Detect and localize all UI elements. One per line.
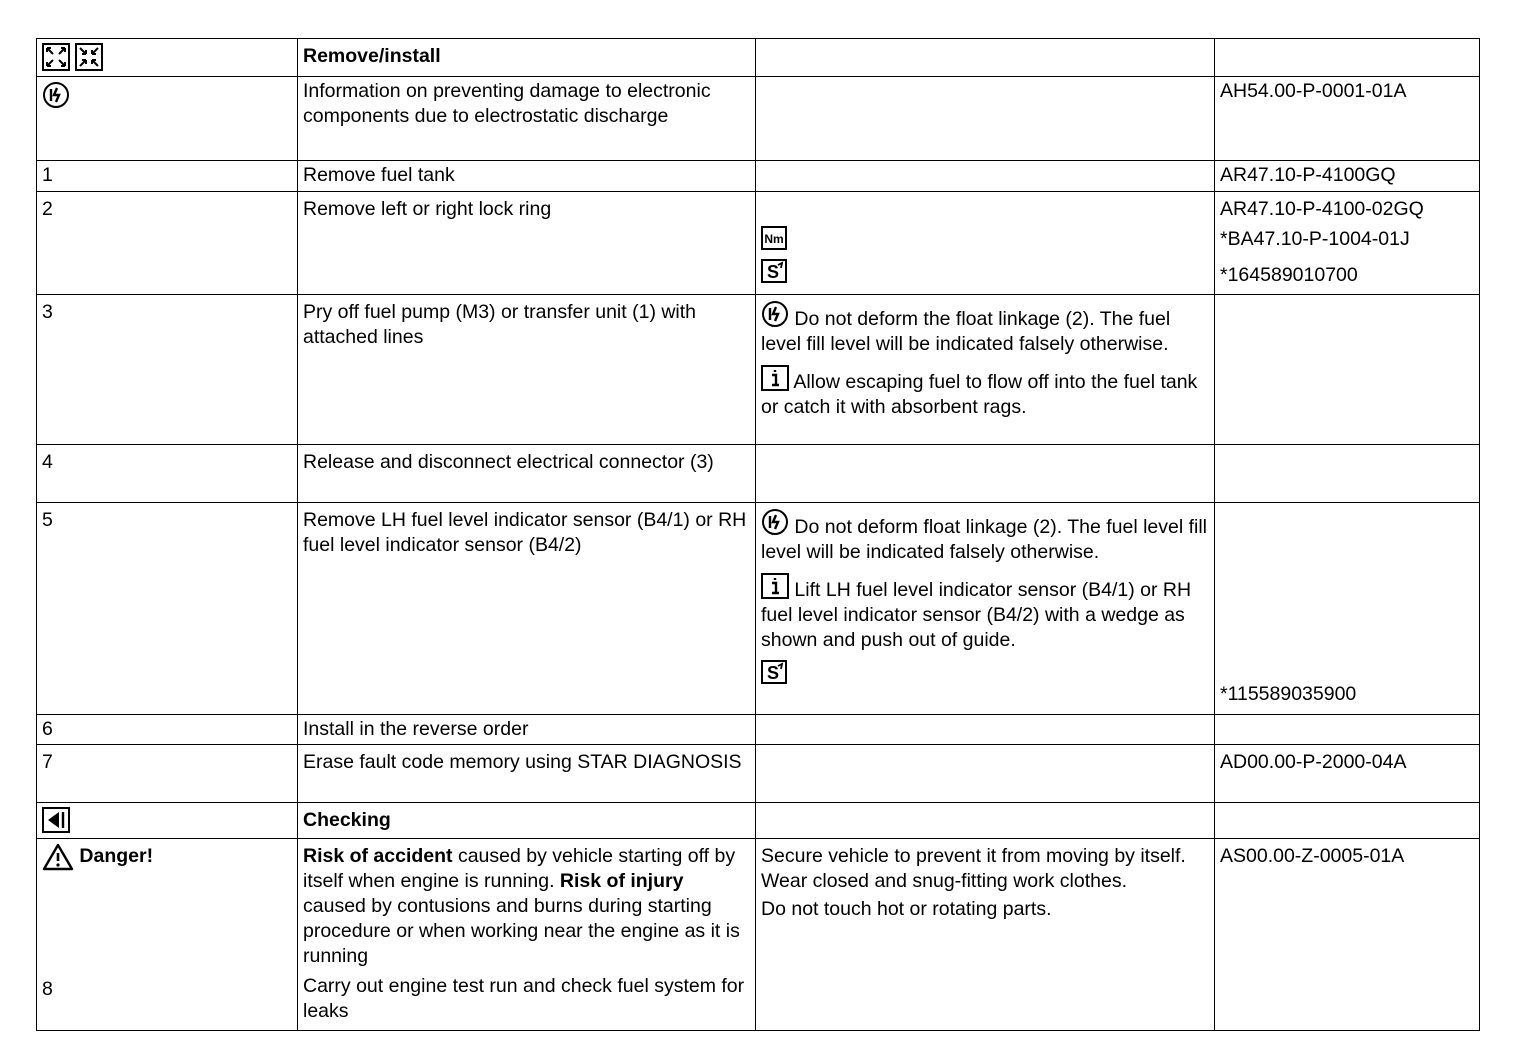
table-row	[37, 192, 1480, 295]
table-row	[37, 839, 1480, 1031]
procedure-table	[36, 38, 1480, 1031]
step-text: Information on preventing damage to electronic components due to electrostatic discharge	[298, 77, 756, 161]
info-note: Lift LH fuel level indicator sensor (B4/1) or RH fuel level indicator sensor (B4/2) with a wedge as shown and push out of guide.	[761, 573, 1209, 653]
danger-text: Risk of accident caused by vehicle starting off by itself when engine is running. Risk of injury caused by contusions and burns during starting procedure or when working near the engine as it is running	[303, 845, 740, 967]
section-title: Remove/install	[298, 39, 756, 77]
esd-warning-icon	[761, 300, 789, 328]
table-row	[37, 445, 1480, 503]
table-row	[37, 715, 1480, 745]
section-title: Checking	[298, 803, 756, 839]
step-text: Install in the reverse order	[298, 715, 756, 745]
step-number: 1	[37, 161, 298, 192]
step-text: Carry out engine test run and check fuel system for leaks	[303, 975, 745, 1022]
step-number: 6	[37, 715, 298, 745]
safety-measures: Secure vehicle to prevent it from moving by itself.	[761, 845, 1186, 867]
step-text: Release and disconnect electrical connector (3)	[298, 445, 756, 503]
svg-text:Nm: Nm	[764, 231, 784, 246]
step-text: Remove LH fuel level indicator sensor (B4/1) or RH fuel level indicator sensor (B4/2)	[298, 503, 756, 715]
step-number: 5	[37, 503, 298, 715]
step-text: Erase fault code memory using STAR DIAGNOSIS	[298, 745, 756, 803]
step-number: 3	[37, 295, 298, 445]
step-text: Remove fuel tank	[298, 161, 756, 192]
table-row	[37, 803, 1480, 839]
reference-link[interactable]: AH54.00-P-0001-01A	[1215, 77, 1480, 161]
table-row	[37, 745, 1480, 803]
svg-text:S: S	[766, 261, 780, 282]
info-note: Allow escaping fuel to flow off into the fuel tank or catch it with absorbent rags.	[761, 365, 1209, 420]
special-tool-number[interactable]: *164589010700	[1220, 264, 1358, 286]
icon-cell	[37, 39, 298, 77]
step-number: 7	[37, 745, 298, 803]
table-row	[37, 77, 1480, 161]
remove-icon	[42, 43, 70, 71]
step-number: 4	[37, 445, 298, 503]
warning-note: Do not deform the float linkage (2). The fuel level fill level will be indicated falsely otherwise.	[761, 300, 1209, 357]
danger-label: Danger!	[42, 843, 292, 871]
step-text: Remove left or right lock ring	[298, 192, 756, 295]
info-icon	[761, 365, 789, 391]
special-tool-icon	[761, 660, 787, 684]
esd-warning-icon	[761, 508, 789, 536]
info-icon	[761, 573, 789, 599]
reference-link[interactable]: AR47.10-P-4100GQ	[1215, 161, 1480, 192]
table-row	[37, 295, 1480, 445]
step-number: 8	[42, 978, 53, 1000]
special-tool-number[interactable]: *115589035900	[1220, 683, 1357, 705]
table-row	[37, 161, 1480, 192]
svg-text:S: S	[766, 662, 780, 683]
table-row	[37, 503, 1480, 715]
step-text: Pry off fuel pump (M3) or transfer unit (1) with attached lines	[298, 295, 756, 445]
install-icon	[75, 43, 103, 71]
reference-link[interactable]: AD00.00-P-2000-04A	[1215, 745, 1480, 803]
special-tool-icon	[761, 259, 787, 283]
step-number: 2	[37, 192, 298, 295]
esd-warning-icon	[42, 81, 70, 109]
reference-link[interactable]: AR47.10-P-4100-02GQ	[1220, 198, 1424, 220]
reference-link[interactable]: *BA47.10-P-1004-01J	[1220, 228, 1410, 250]
warning-note: Do not deform float linkage (2). The fuel level fill level will be indicated falsely otherwise.	[761, 508, 1209, 565]
safety-measures: Wear closed and snug-fitting work clothes.	[761, 870, 1127, 892]
danger-triangle-icon	[42, 843, 74, 871]
reference-link[interactable]: AS00.00-Z-0005-01A	[1215, 839, 1480, 1031]
safety-measures: Do not touch hot or rotating parts.	[761, 898, 1052, 920]
table-row	[37, 39, 1480, 77]
torque-nm-icon	[761, 226, 787, 250]
checking-icon	[42, 807, 70, 833]
